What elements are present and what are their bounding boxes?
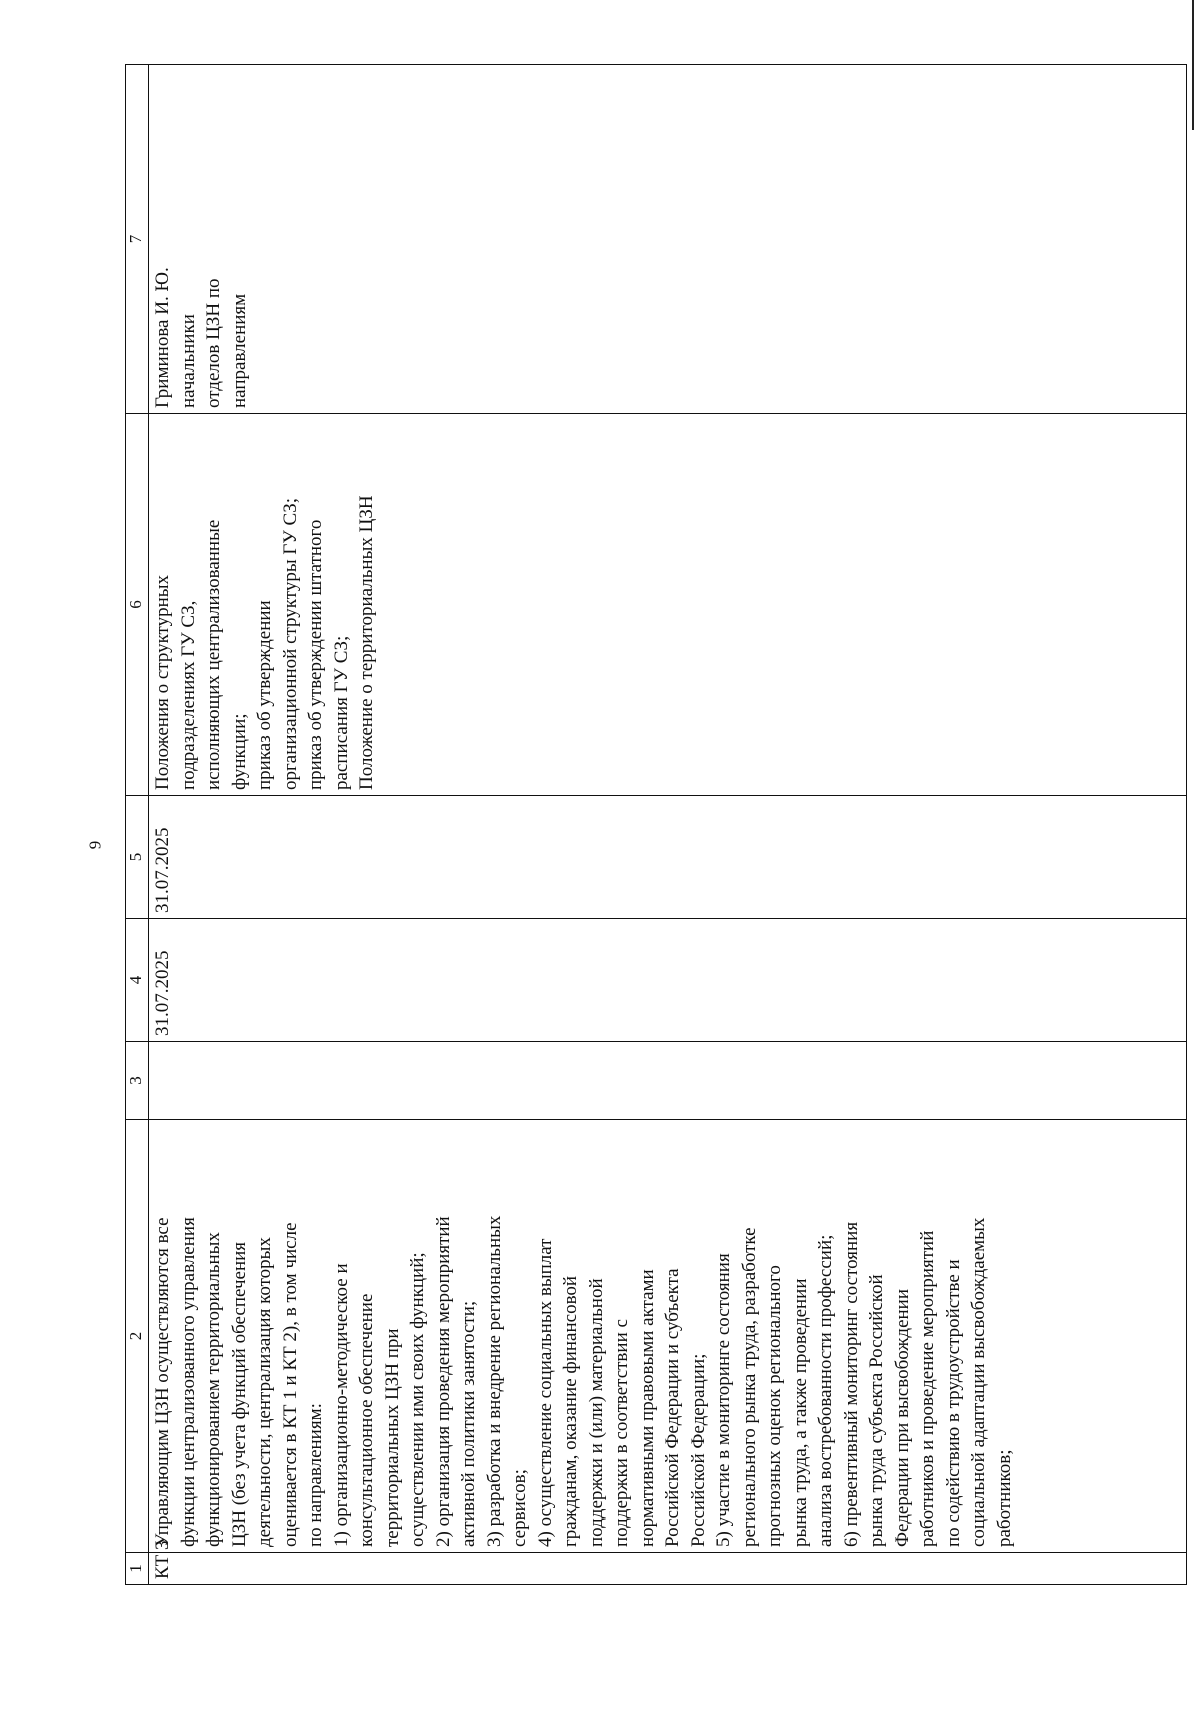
control-point-table <box>125 64 1187 1585</box>
page-number: 9 <box>85 840 104 850</box>
start-date-cell <box>149 919 1187 1042</box>
control-point-id: КТ 3 <box>152 1540 173 1579</box>
description-line: функции централизованного управления <box>177 1217 199 1547</box>
responsible-line: начальники <box>177 314 199 408</box>
description-line: функционированием территориальных <box>203 1232 224 1547</box>
description-line: анализа востребованности профессий; <box>815 1234 836 1547</box>
document-line: расписания ГУ СЗ; <box>330 635 352 790</box>
description-line: прогнозных оценок регионального <box>764 1265 785 1547</box>
rotated-table-wrapper <box>125 65 1187 1585</box>
description-line: по содействию в трудоустройстве и <box>942 1259 964 1547</box>
description-line: Российской Федерации; <box>687 1353 709 1547</box>
header-cell: 2 <box>126 1120 149 1553</box>
description-line: работников; <box>993 1449 1015 1547</box>
description-line: 6) превентивный мониторинг состояния <box>840 1221 862 1547</box>
description-line: осуществлении ими своих функций; <box>407 1252 428 1547</box>
document-line: Положения о структурных <box>152 574 173 790</box>
description-line: работников и проведение мероприятий <box>917 1230 938 1547</box>
document-line: исполняющих централизованные <box>203 519 224 790</box>
description-line: 5) участие в мониторинге состояния <box>713 1253 734 1547</box>
responsible-line: отделов ЦЗН по <box>203 278 224 408</box>
document-line: приказ об утверждении <box>254 600 275 790</box>
header-cell: 6 <box>126 414 149 796</box>
table-row <box>149 65 1187 1585</box>
description-line: консультационное обеспечение <box>356 1293 377 1547</box>
description-line: Российской Федерации и субъекта <box>662 1268 683 1547</box>
header-cell: 3 <box>126 1042 149 1120</box>
control-point-cell <box>149 1540 1187 1585</box>
responsible-line: Гриминова И. Ю. <box>152 267 173 408</box>
description-line: нормативными правовыми актами <box>636 1269 658 1547</box>
page-edge-line <box>1192 0 1194 130</box>
documents-cell <box>149 414 1187 796</box>
end-date-cell <box>149 796 1187 919</box>
description-line: гражданам, оказание финансовой <box>560 1275 581 1547</box>
responsible-line: направлениям <box>228 293 250 408</box>
description-cell <box>149 1120 1187 1553</box>
description-line: рынка труда, а также проведении <box>789 1278 811 1547</box>
header-cell: 5 <box>126 796 149 919</box>
description-line: Федерации при высвобождении <box>891 1288 913 1547</box>
description-line: оценивается в КТ 1 и КТ 2), в том числе <box>279 1222 301 1547</box>
description-line: регионального рынка труда, разработке <box>738 1227 760 1547</box>
responsible-cell <box>149 65 1187 414</box>
empty-cell <box>149 1042 1187 1120</box>
description-line: 3) разработка и внедрение региональных <box>483 1215 505 1547</box>
description-line: территориальных ЦЗН при <box>381 1328 403 1547</box>
description-line: 1) организационно-методическое и <box>330 1263 352 1547</box>
document-line: приказ об утверждении штатного <box>305 519 326 790</box>
description-line: поддержки в соответствии с <box>611 1319 632 1547</box>
start-date: 31.07.2025 <box>152 950 173 1036</box>
description-line: социальной адаптации высвобождаемых <box>968 1217 989 1547</box>
description-line: 2) организация проведения мероприятий <box>432 1216 454 1547</box>
header-cell: 7 <box>126 65 149 414</box>
header-cell: 4 <box>126 919 149 1042</box>
description-line: поддержки и (или) материальной <box>585 1278 607 1547</box>
document-line: подразделениях ГУ СЗ, <box>177 600 199 790</box>
end-date: 31.07.2025 <box>152 827 173 913</box>
description-line: сервисов; <box>509 1469 530 1547</box>
description-line: ЦЗН (без учета функций обеспечения <box>228 1241 250 1547</box>
description-line: рынка труда субъекта Российской <box>866 1274 887 1547</box>
header-row <box>126 65 149 1585</box>
header-cell: 1 <box>126 1553 149 1585</box>
description-line: Управляющим ЦЗН осуществляются все <box>152 1217 173 1547</box>
description-line: деятельности, централизация которых <box>254 1237 275 1547</box>
document-line: Положение о территориальных ЦЗН <box>356 495 377 790</box>
description-line: 4) осуществление социальных выплат <box>534 1238 556 1547</box>
description-line: активной политики занятости; <box>458 1300 479 1547</box>
document-line: организационной структуры ГУ СЗ; <box>279 497 301 790</box>
document-line: функции; <box>228 713 250 790</box>
description-line: по направлениям: <box>305 1403 326 1547</box>
